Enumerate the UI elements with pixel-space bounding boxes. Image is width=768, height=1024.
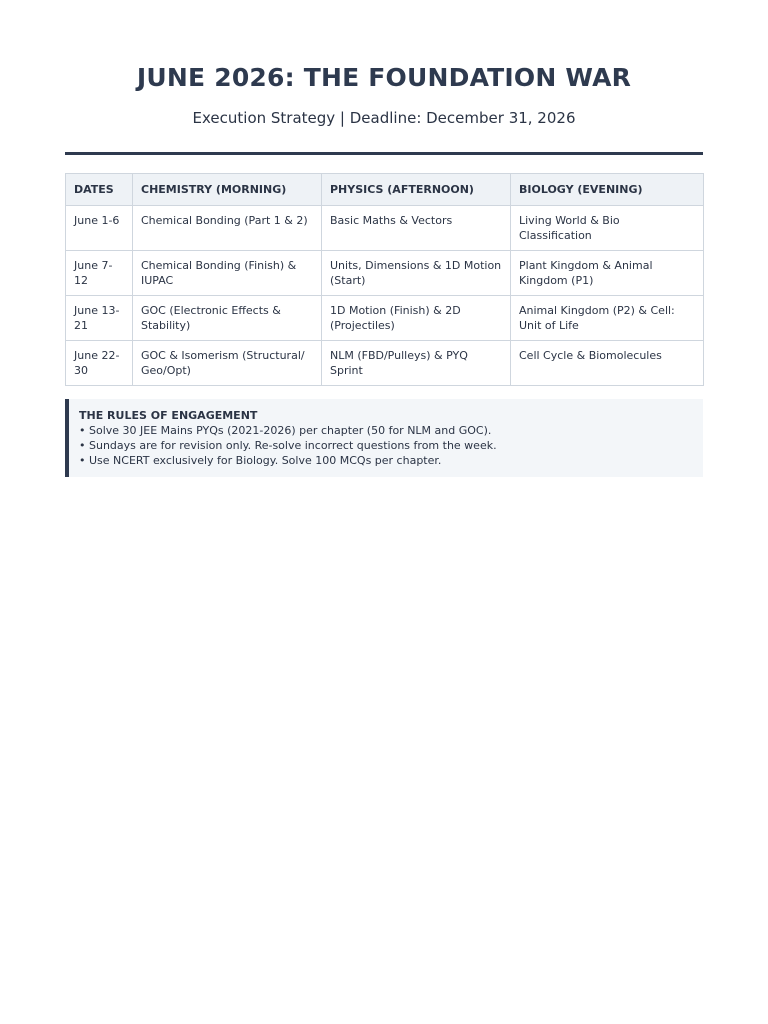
cell-physics: Basic Maths & Vectors [322, 206, 511, 251]
cell-physics: NLM (FBD/Pulleys) & PYQ Sprint [322, 341, 511, 386]
cell-physics: Units, Dimensions & 1D Motion (Start) [322, 251, 511, 296]
column-header-biology: BIOLOGY (EVENING) [511, 174, 704, 206]
cell-dates: June 1-6 [66, 206, 133, 251]
cell-biology: Cell Cycle & Biomolecules [511, 341, 704, 386]
table-row [66, 206, 704, 251]
cell-dates: June 13-21 [66, 296, 133, 341]
rules-callout [65, 399, 703, 477]
cell-chemistry: GOC & Isomerism (Structural/ Geo/Opt) [133, 341, 322, 386]
cell-biology: Living World & Bio Classification [511, 206, 704, 251]
rules-item: • Solve 30 JEE Mains PYQs (2021-2026) per chapter (50 for NLM and GOC). [79, 424, 492, 437]
table-row [66, 251, 704, 296]
rules-item: • Sundays are for revision only. Re-solve incorrect questions from the week. [79, 439, 497, 452]
cell-chemistry: GOC (Electronic Effects & Stability) [133, 296, 322, 341]
header-divider [65, 152, 703, 155]
page-subtitle: Execution Strategy | Deadline: December 31, 2026 [192, 109, 576, 127]
rules-heading: THE RULES OF ENGAGEMENT [79, 409, 258, 422]
table-header-row [66, 174, 704, 206]
schedule-table [65, 173, 704, 386]
column-header-dates: DATES [66, 174, 133, 206]
page-title: JUNE 2026: THE FOUNDATION WAR [136, 63, 632, 92]
column-header-physics: PHYSICS (AFTERNOON) [322, 174, 511, 206]
document-page [65, 0, 703, 477]
column-header-chemistry: CHEMISTRY (MORNING) [133, 174, 322, 206]
cell-chemistry: Chemical Bonding (Finish) & IUPAC [133, 251, 322, 296]
table-row [66, 341, 704, 386]
cell-chemistry: Chemical Bonding (Part 1 & 2) [133, 206, 322, 251]
cell-biology: Animal Kingdom (P2) & Cell: Unit of Life [511, 296, 704, 341]
cell-dates: June 7-12 [66, 251, 133, 296]
table-row [66, 296, 704, 341]
cell-dates: June 22-30 [66, 341, 133, 386]
cell-physics: 1D Motion (Finish) & 2D (Projectiles) [322, 296, 511, 341]
rules-item: • Use NCERT exclusively for Biology. Solve 100 MCQs per chapter. [79, 454, 442, 467]
cell-biology: Plant Kingdom & Animal Kingdom (P1) [511, 251, 704, 296]
